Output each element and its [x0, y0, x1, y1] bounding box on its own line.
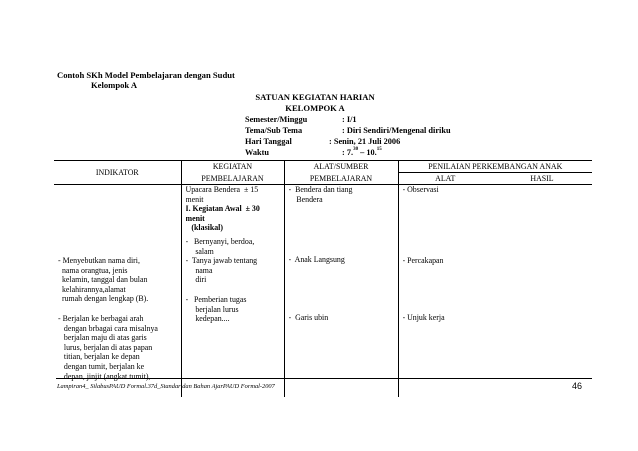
intro-heading — [57, 70, 235, 90]
table-cell: I. Kegiatan Awal ± 30 menit (klasikal) — [185, 204, 260, 233]
meta-value: : Diri Sendiri/Mengenal diriku — [342, 126, 451, 135]
table-cell: - Pemberian tugas berjalan lurus kedepan.... — [185, 294, 247, 324]
footer-divider — [56, 378, 592, 379]
table-cell: - Anak Langsung — [288, 255, 345, 265]
hasil-cell — [492, 185, 592, 398]
meta-key: Tema/Sub Tema — [245, 126, 303, 135]
meta-key: Hari Tanggal — [245, 137, 292, 146]
indikator-cell — [54, 185, 181, 398]
penilaian-alat-cell — [398, 185, 492, 398]
meta-value: : 7.30 – 10.15 — [342, 147, 382, 157]
table-header-row — [54, 161, 592, 173]
table-cell: - Garis ubin — [288, 312, 329, 322]
header-alat-sumber-2: PEMBELAJARAN — [284, 173, 398, 185]
meta-row-waktu — [245, 147, 451, 158]
table-cell: - Percakapan — [402, 255, 444, 265]
intro-line-1: Contoh SKh Model Pembelajaran dengan Sudut — [57, 70, 235, 80]
table-body-row — [54, 185, 592, 398]
page-number: 46 — [572, 381, 583, 391]
kegiatan-cell — [181, 185, 284, 398]
table-cell: - Bendera dan tiang Bendera — [288, 185, 353, 204]
document-title: SATUAN KEGIATAN HARIAN — [255, 92, 375, 102]
table-cell: - Berjalan ke berbagai arah dengan brbagai cara misalnya berjalan maju di atas garis lurus, berjalan di atas papan titian, berjalan ke depan dengan tumit, berjalan ke depan, jinjit (angkat tumit), — [58, 313, 158, 381]
header-hasil: HASIL — [492, 173, 592, 185]
header-indikator: INDIKATOR — [54, 161, 181, 185]
table-cell: - Menyebutkan nama diri, nama orangtua, jenis kelamin, tanggal dan bulan kelahirannya,alamat rumah dengan lengkap (B). — [58, 256, 149, 304]
meta-row-hari — [245, 136, 451, 147]
meta-key: Waktu — [245, 148, 269, 157]
table-cell: - Observasi — [402, 185, 439, 194]
document-subtitle: KELOMPOK A — [285, 103, 345, 113]
alat-sumber-cell — [284, 185, 398, 398]
header-alat: ALAT — [398, 173, 492, 185]
header-kegiatan: KEGIATAN — [181, 161, 284, 173]
footer-text: Lampiran4_ SilabusPAUD Formal.37d_Standar dan Bahan AjarPAUD Formal-2007 — [57, 383, 275, 390]
meta-row-tema — [245, 125, 451, 136]
header-alat-sumber: ALAT/SUMBER — [284, 161, 398, 173]
intro-line-2: Kelompok A — [91, 80, 138, 90]
meta-block — [245, 114, 451, 158]
table-cell: - Bernyanyi, berdoa, salam - Tanya jawab tentang nama diri — [185, 236, 258, 285]
activity-table — [54, 160, 592, 397]
table-cell: - Unjuk kerja — [402, 313, 445, 323]
meta-row-semester — [245, 114, 451, 125]
header-penilaian: PENILAIAN PERKEMBANGAN ANAK — [398, 161, 592, 173]
table-cell: Upacara Bendera ± 15 menit — [185, 185, 259, 204]
meta-key: Semester/Minggu — [245, 115, 308, 124]
meta-value: : Senin, 21 Juli 2006 — [329, 137, 401, 146]
meta-value: : I/1 — [342, 115, 357, 124]
header-kegiatan-2: PEMBELAJARAN — [181, 173, 284, 185]
